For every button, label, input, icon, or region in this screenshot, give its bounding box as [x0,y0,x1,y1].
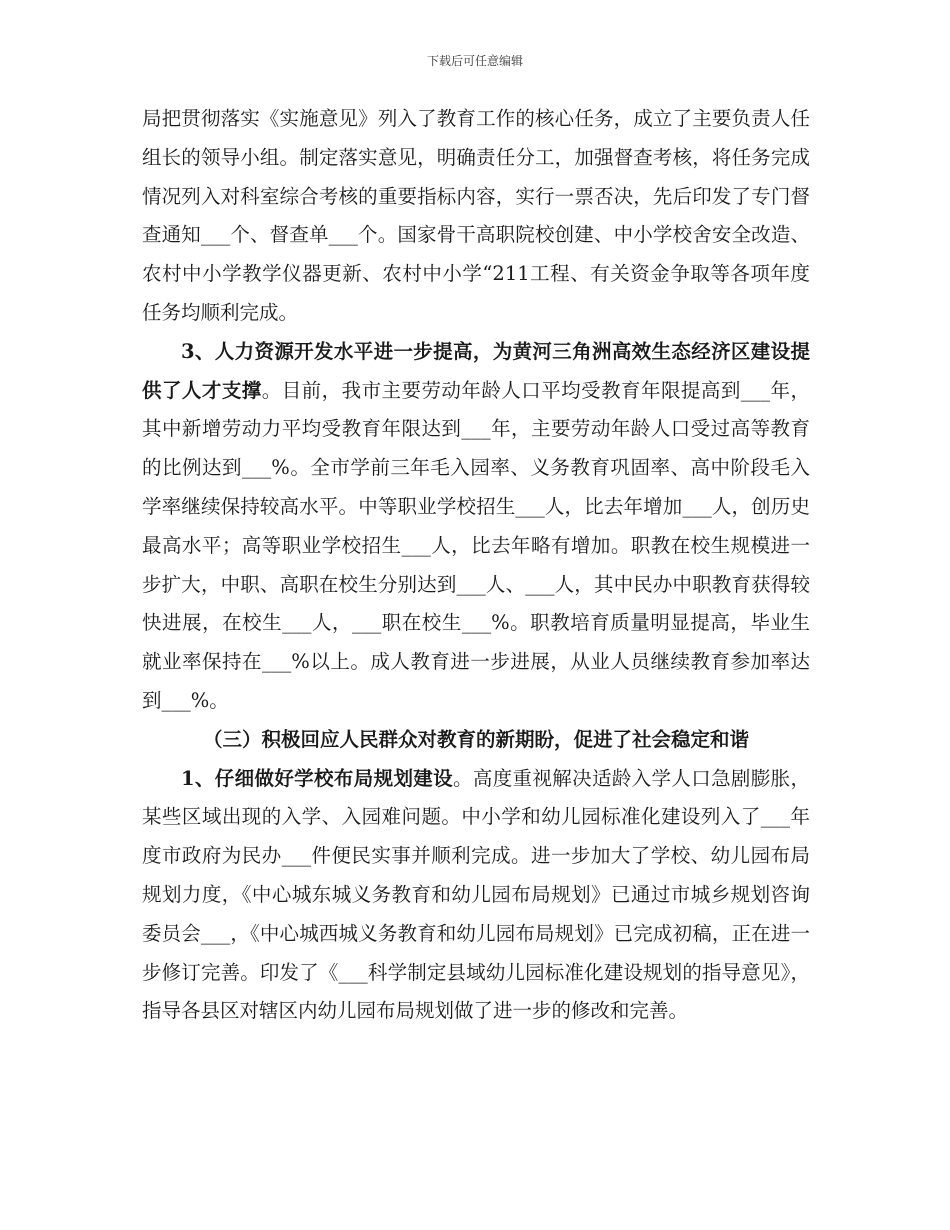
paragraph-3-text: 。高度重视解决适龄入学人口急剧膨胀，某些区域出现的入学、入园难问题。中小学和幼儿园标准化建设列入了___年度市政府为民办___件便民实事并顺利完成。进一步加大了学校、幼儿园布局规划力度，《中心城东城义务教育和幼儿园布局规划》已通过市城乡规划咨询委员会___，《中心城西城义务教育和幼儿园布局规划》已完成初稿，正在进一步修订完善。印发了《___科学制定县域幼儿园标准化建设规划的指导意见》，指导各县区对辖区内幼儿园布局规划做了进一步的修改和完善。 [142,766,810,1023]
paragraph-2-text: 。目前，我市主要劳动年龄人口平均受教育年限提高到___年，其中新增劳动力平均受教育年限达到___年，主要劳动年龄人口受过高等教育的比例达到___%。全市学前三年毛入园率、义务教育巩固率、高中阶段毛入学率继续保持较高水平。中等职业学校招生___人，比去年增加___人，创历史最高水平；高等职业学校招生___人，比去年略有增加。职教在校生规模进一步扩大，中职、高职在校生分别达到___人、___人，其中民办中职教育获得较快进展，在校生___人，___职在校生___%。职教培育质量明显提高，毕业生就业率保持在___%以上。成人教育进一步进展，从业人员继续教育参加率达到___%。 [142,378,810,712]
document-body [142,100,810,1031]
paragraph-3 [142,760,810,1032]
paragraph-3-heading: 1、仔细做好学校布局规划建设 [181,766,453,790]
section-heading-3: （三）积极回应人民群众对教育的新期盼，促进了社会稳定和谐 [202,727,749,751]
paragraph-1: 局把贯彻落实《实施意见》列入了教育工作的核心任务，成立了主要负责人任组长的领导小组。制定落实意见，明确责任分工，加强督查考核，将任务完成情况列入对科室综合考核的重要指标内容，实行一票否决，先后印发了专门督查通知___个、督查单___个。国家骨干高职院校创建、中小学校舍安全改造、农村中小学教学仪器更新、农村中小学“211工程、有关资金争取等各项年度任务均顺利完成。 [142,107,810,324]
paragraph-2 [142,333,810,721]
paragraph-2-heading: 3、人力资源开发水平进一步提高，为黄河三角洲高效生态经济区建设提供了人才支撑 [142,339,810,402]
page-header: 下载后可任意编辑 [426,54,523,68]
